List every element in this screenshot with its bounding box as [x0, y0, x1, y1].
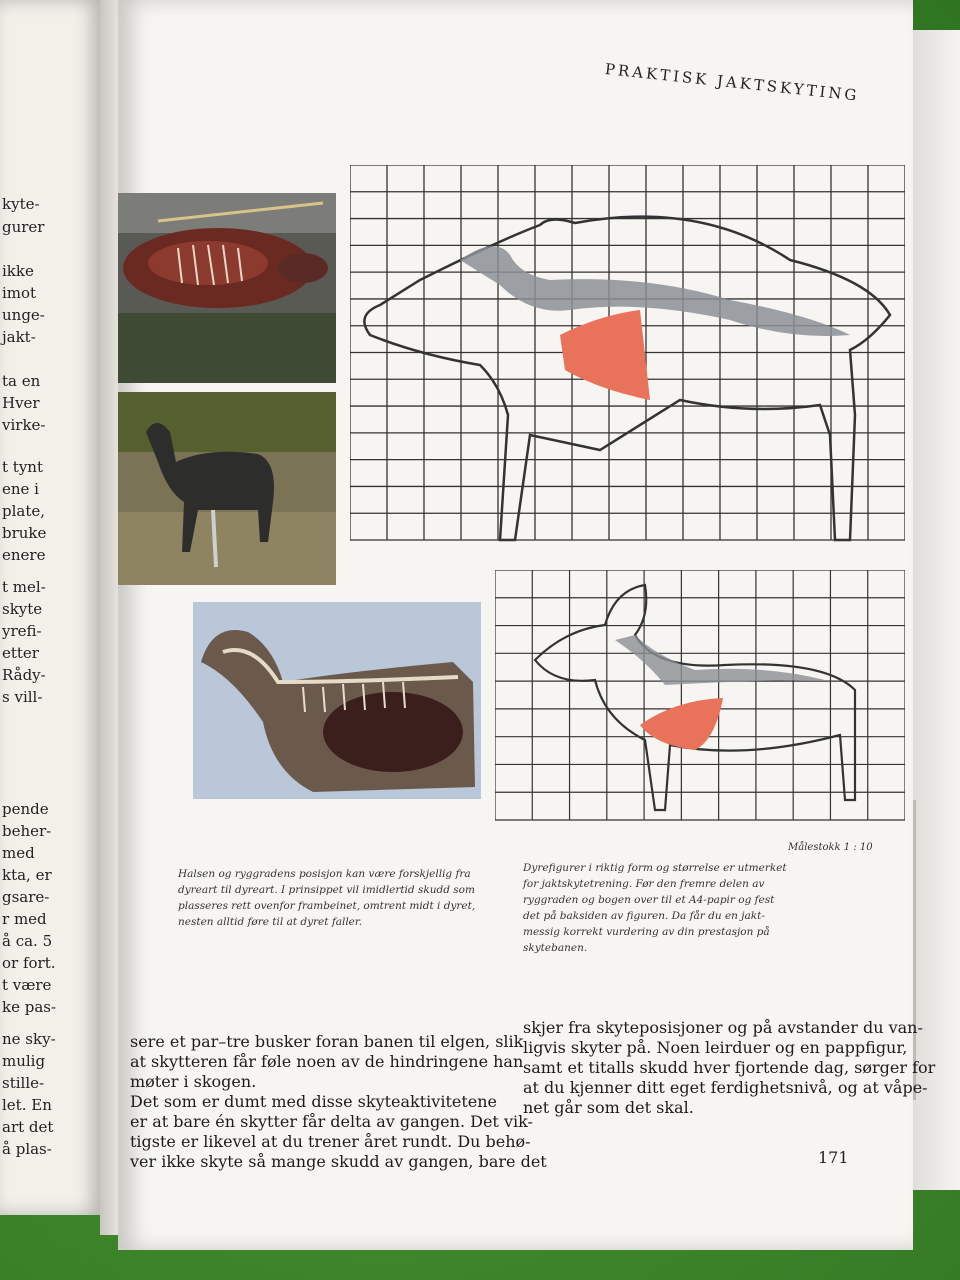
left-page-text-fragment: enere: [2, 546, 46, 564]
body-line: sere et par–tre busker foran banen til elgen, slik: [130, 1032, 524, 1051]
caption-right-line: for jaktskytetrening. Før den fremre delen av: [523, 878, 765, 890]
left-page-text-fragment: skyte: [2, 600, 43, 618]
deer-outline: [535, 585, 855, 810]
left-page-text-fragment: kta, er: [2, 866, 52, 884]
left-page-text-fragment: pende: [2, 800, 49, 818]
left-page-text-fragment: gsare-: [2, 888, 50, 906]
left-page-text-fragment: med: [2, 844, 35, 862]
left-page-text-fragment: ikke: [2, 262, 34, 280]
caption-right-line: messig korrekt vurdering av din prestasjon på: [523, 926, 770, 938]
left-page-text-fragment: ta en: [2, 372, 41, 390]
photo-deer-cross-section: [193, 602, 481, 799]
left-page-text-fragment: Hver: [2, 394, 40, 412]
body-line: er at bare én skytter får delta av gangen. Det vik-: [130, 1112, 533, 1131]
left-page-text-fragment: art det: [2, 1118, 54, 1136]
left-page-text-fragment: etter: [2, 644, 39, 662]
left-page-text-fragment: gurer: [2, 218, 45, 236]
caption-left-line: plasseres rett ovenfor frambeinet, omtrent midt i dyret,: [178, 900, 476, 912]
photo-dissected-carcass: [118, 193, 336, 383]
left-page-text-fragment: beher-: [2, 822, 52, 840]
body-line: net går som det skal.: [523, 1098, 694, 1117]
left-page-text-fragment: s vill-: [2, 688, 43, 706]
body-line: skjer fra skyteposisjoner og på avstander du van-: [523, 1018, 923, 1037]
caption-left: [178, 866, 475, 930]
body-column-left: [130, 1032, 547, 1172]
left-page-text-fragment: r med: [2, 910, 47, 928]
body-line: Det som er dumt med disse skyteaktivitetene: [130, 1092, 498, 1111]
caption-right-line: ryggraden og bogen over til et A4-papir og fest: [523, 894, 775, 906]
caption-right-line: Dyrefigurer i riktig form og størrelse er utmerket: [523, 862, 787, 874]
running-head: PRAKTISK JAKTSKYTING: [604, 60, 861, 105]
left-page-text-fragment: ene i: [2, 480, 39, 498]
body-line: at du kjenner ditt eget ferdighetsnivå, og at våpe-: [523, 1078, 928, 1097]
left-page-text-fragment: or fort.: [2, 954, 56, 972]
left-page-text-fragment: stille-: [2, 1074, 45, 1092]
left-page-text-fragment: kyte-: [2, 195, 40, 213]
deer-target-grid: [495, 570, 905, 825]
body-column-right: [523, 1018, 935, 1118]
left-page-text-fragment: yrefi-: [2, 622, 42, 640]
left-page-text-fragment: ke pas-: [2, 998, 57, 1016]
left-page-text-fragment: imot: [2, 284, 37, 302]
left-page-text-fragment: let. En: [2, 1096, 52, 1114]
caption-left-line: dyreart til dyreart. I prinsippet vil imidlertid skudd som: [178, 884, 475, 896]
left-page-text-fragment: å plas-: [2, 1140, 52, 1158]
left-page-text-fragment: Rådy-: [2, 666, 46, 684]
elk-vital-zone: [560, 310, 650, 400]
body-line: møter i skogen.: [130, 1072, 257, 1091]
page-number: 171: [818, 1148, 849, 1167]
body-line: samt et titalls skudd hver fjortende dag, sørger for: [523, 1058, 936, 1077]
left-page-text-fragment: virke-: [2, 416, 46, 434]
page-stack-edge: [905, 30, 960, 1190]
left-page-text-fragment: plate,: [2, 502, 46, 520]
caption-left-line: nesten alltid føre til at dyret faller.: [178, 916, 363, 928]
body-line: ligvis skyter på. Noen leirduer og en pappfigur,: [523, 1038, 908, 1057]
caption-right-line: skytebanen.: [523, 942, 588, 954]
left-page-text-fragment: bruke: [2, 524, 47, 542]
body-line: ver ikke skyte så mange skudd av gangen, bare det: [130, 1152, 547, 1171]
scale-label: Målestokk 1 : 10: [788, 842, 873, 853]
deer-vital-zone: [640, 698, 723, 750]
left-page-text-fragment: t tynt: [2, 458, 43, 476]
photo-target-silhouette: [118, 392, 336, 585]
left-page: [0, 0, 100, 1215]
caption-right-line: det på baksiden av figuren. Da får du en jakt-: [523, 910, 765, 922]
caption-right: [523, 860, 787, 956]
left-page-text-fragment: t mel-: [2, 578, 46, 596]
left-page-text-fragment: t være: [2, 976, 52, 994]
book-page: [118, 0, 936, 1250]
left-page-text-fragment: mulig: [2, 1052, 46, 1070]
body-line: at skytteren får føle noen av de hindringene han: [130, 1052, 524, 1071]
left-page-text-fragment: jakt-: [2, 328, 36, 346]
left-page-text-fragment: å ca. 5: [2, 932, 53, 950]
caption-left-line: Halsen og ryggradens posisjon kan være forskjellig fra: [178, 868, 471, 880]
body-line: tigste er likevel at du trener året rundt. Du behø-: [130, 1132, 531, 1151]
left-page-text-fragment: unge-: [2, 306, 45, 324]
elk-target-grid: [350, 165, 905, 545]
left-page-text-fragment: ne sky-: [2, 1030, 56, 1048]
